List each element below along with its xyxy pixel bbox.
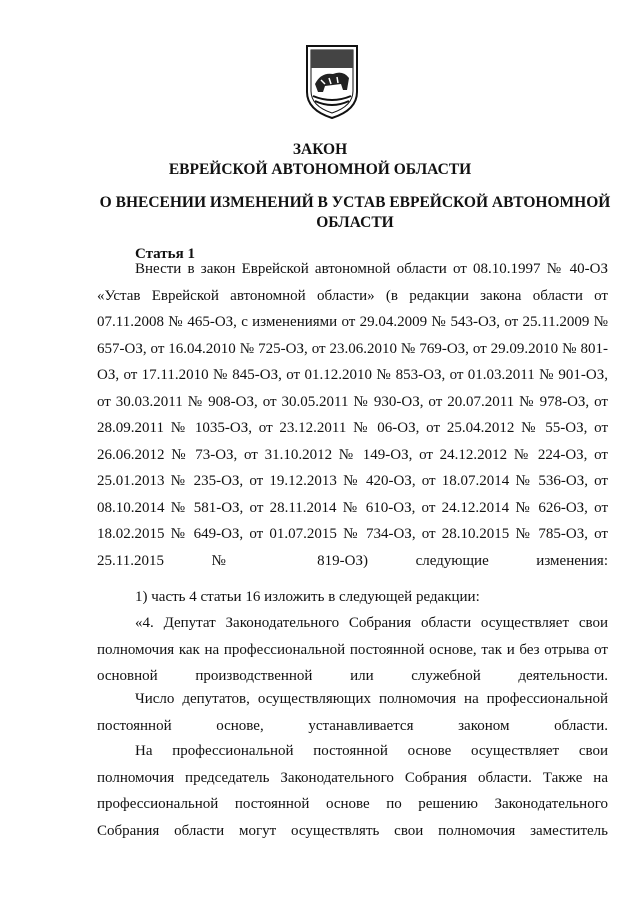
- paragraph-item-1: 1) часть 4 статьи 16 изложить в следующей редакции:: [135, 589, 480, 605]
- paragraph-intro: Внести в закон Еврейской автономной области от 08.10.1997 № 40-ОЗ «Устав Еврейской автономной области» (в редакции закона области от 07.11.2008 № 465-ОЗ, с изменениями от 29.04.2009 № 543-ОЗ, от 25.11.2009 № 657-ОЗ, от 16.04.2010 № 725-ОЗ, от 23.06.2010 № 769-ОЗ, от 29.09.2010 № 801-ОЗ, от 17.11.2010 № 845-ОЗ, от 01.12.2010 № 853-ОЗ, от 01.03.2011 № 901-ОЗ, от 30.03.2011 № 908-ОЗ, от 30.05.2011 № 930-ОЗ, от 20.07.2011 № 978-ОЗ, от 28.09.2011 № 1035-ОЗ, от 23.12.2011 № 06-ОЗ, от 25.04.2012 № 55-ОЗ, от 26.06.2012 № 73-ОЗ, от 31.10.2012 № 149-ОЗ, от 24.12.2012 № 224-ОЗ, от 25.01.2013 № 235-ОЗ, от 19.12.2013 № 420-ОЗ, от 18.07.2014 № 536-ОЗ, от 08.10.2014 № 581-ОЗ, от 28.11.2014 № 610-ОЗ, от 24.12.2014 № 626-ОЗ, от 18.02.2015 № 649-ОЗ, от 01.07.2015 № 734-ОЗ, от 28.10.2015 № 785-ОЗ, от 25.11.2015 № 819-ОЗ) следующие изменения:: [97, 261, 608, 569]
- paragraph-quote-2: Число депутатов, осуществляющих полномочия на профессиональной постоянной основе, устанавливается законом области.: [97, 691, 608, 734]
- law-subject-title: О ВНЕСЕНИИ ИЗМЕНЕНИЙ В УСТАВ ЕВРЕЙСКОЙ АВТОНОМНОЙ ОБЛАСТИ: [99, 194, 611, 231]
- law-heading: ЗАКОН: [292, 141, 348, 158]
- coat-of-arms-emblem: [303, 40, 361, 120]
- paragraph-quote-1: «4. Депутат Законодательного Собрания области осуществляет свои полномочия как на профессиональной постоянной основе, так и без отрыва от основной производственной или служебной деятельности.: [97, 615, 608, 684]
- region-heading: ЕВРЕЙСКОЙ АВТОНОМНОЙ ОБЛАСТИ: [168, 161, 472, 178]
- paragraph-quote-3: На профессиональной постоянной основе осуществляет свои полномочия председатель Законодательного Собрания области. Также на профессиональной постоянной основе по решению Законодательного Собрания области могут осуществлять свои полномочия заместитель: [97, 743, 608, 839]
- article-title: Статья 1: [135, 246, 195, 262]
